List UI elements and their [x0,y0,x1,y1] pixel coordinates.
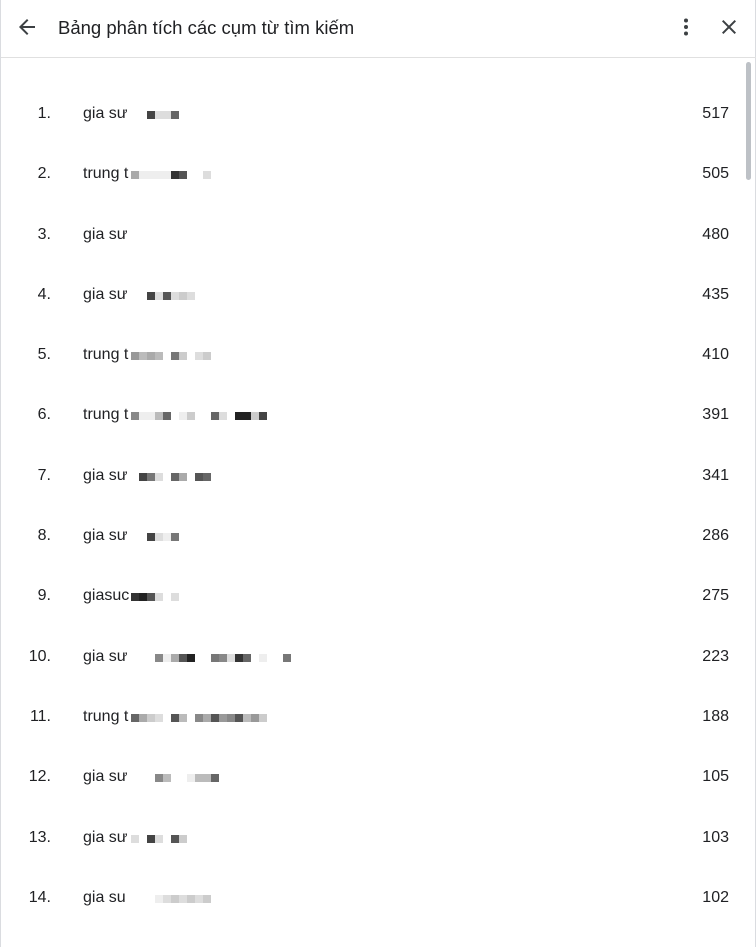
search-count: 341 [702,466,729,484]
search-count: 105 [702,768,729,786]
rank-number: 7. [37,466,51,484]
redacted-text [131,405,267,427]
redacted-text [131,164,211,186]
redacted-text [155,888,211,910]
rank-number: 2. [37,165,51,183]
more-options-button[interactable] [669,12,703,46]
redacted-text [131,586,179,608]
rank-number: 9. [37,587,51,605]
list-item[interactable] [1,325,743,385]
list-item[interactable] [1,84,743,144]
search-count: 480 [702,225,729,243]
search-term: gia sư [83,527,128,545]
arrow-left-icon [15,15,39,44]
rank-number: 10. [28,647,51,665]
search-count: 188 [702,707,729,725]
list-item[interactable] [1,265,743,325]
list-item[interactable] [1,506,743,566]
redacted-text [147,526,179,548]
redacted-text [139,466,211,488]
rank-number: 3. [37,225,51,243]
page-title: Bảng phân tích các cụm từ tìm kiếm [58,17,355,38]
more-vertical-icon [674,15,698,44]
search-count: 286 [702,527,729,545]
scrollbar[interactable] [745,60,753,940]
rank-number: 6. [37,406,51,424]
list-item[interactable] [1,808,743,868]
list-item[interactable] [1,627,743,687]
search-term: gia sư [83,828,128,846]
search-count: 517 [702,105,729,122]
list-item[interactable] [1,687,743,747]
search-count: 103 [702,828,729,846]
search-count: 391 [702,406,729,424]
search-count: 505 [702,165,729,183]
back-button[interactable] [10,12,44,46]
redacted-text [155,767,219,789]
search-term: trung t [83,165,129,183]
rank-number: 5. [37,346,51,364]
search-count: 275 [702,587,729,605]
list-item[interactable] [1,446,743,506]
search-term: trung t [83,707,129,725]
rank-number: 11. [29,707,51,725]
redacted-text [147,104,179,126]
search-term: gia sư [83,105,128,122]
dialog-header [1,0,756,58]
rank-number: 13. [28,828,51,846]
search-count: 102 [702,888,729,906]
list-item[interactable] [1,385,743,445]
rank-number: 1. [37,105,51,122]
list-item[interactable] [1,566,743,626]
search-count: 223 [702,647,729,665]
redacted-text [131,707,267,729]
list-item[interactable] [1,868,743,928]
rank-number: 8. [37,527,51,545]
rank-number: 4. [37,285,51,303]
search-terms-list [1,84,743,928]
redacted-text [155,647,291,669]
list-item[interactable] [1,747,743,807]
redacted-text [131,828,187,850]
scrollbar-thumb[interactable] [746,62,751,180]
close-button[interactable] [712,12,746,46]
redacted-text [147,285,195,307]
search-term: trung t [83,346,129,364]
list-item[interactable] [1,205,743,265]
search-term: gia sư [83,225,128,243]
list-item[interactable] [1,144,743,204]
rank-number: 14. [28,888,51,906]
search-term: trung t [83,406,129,424]
search-count: 435 [702,285,729,303]
search-term: gia sư [83,768,128,786]
search-term: gia sư [83,647,128,665]
rank-number: 12. [28,768,51,786]
close-icon [717,15,741,44]
redacted-text [131,345,211,367]
search-term: gia sư [83,285,128,303]
search-term: gia su [83,888,126,906]
search-count: 410 [702,346,729,364]
search-term: gia sư [83,466,128,484]
search-term: giasuc [83,587,130,605]
